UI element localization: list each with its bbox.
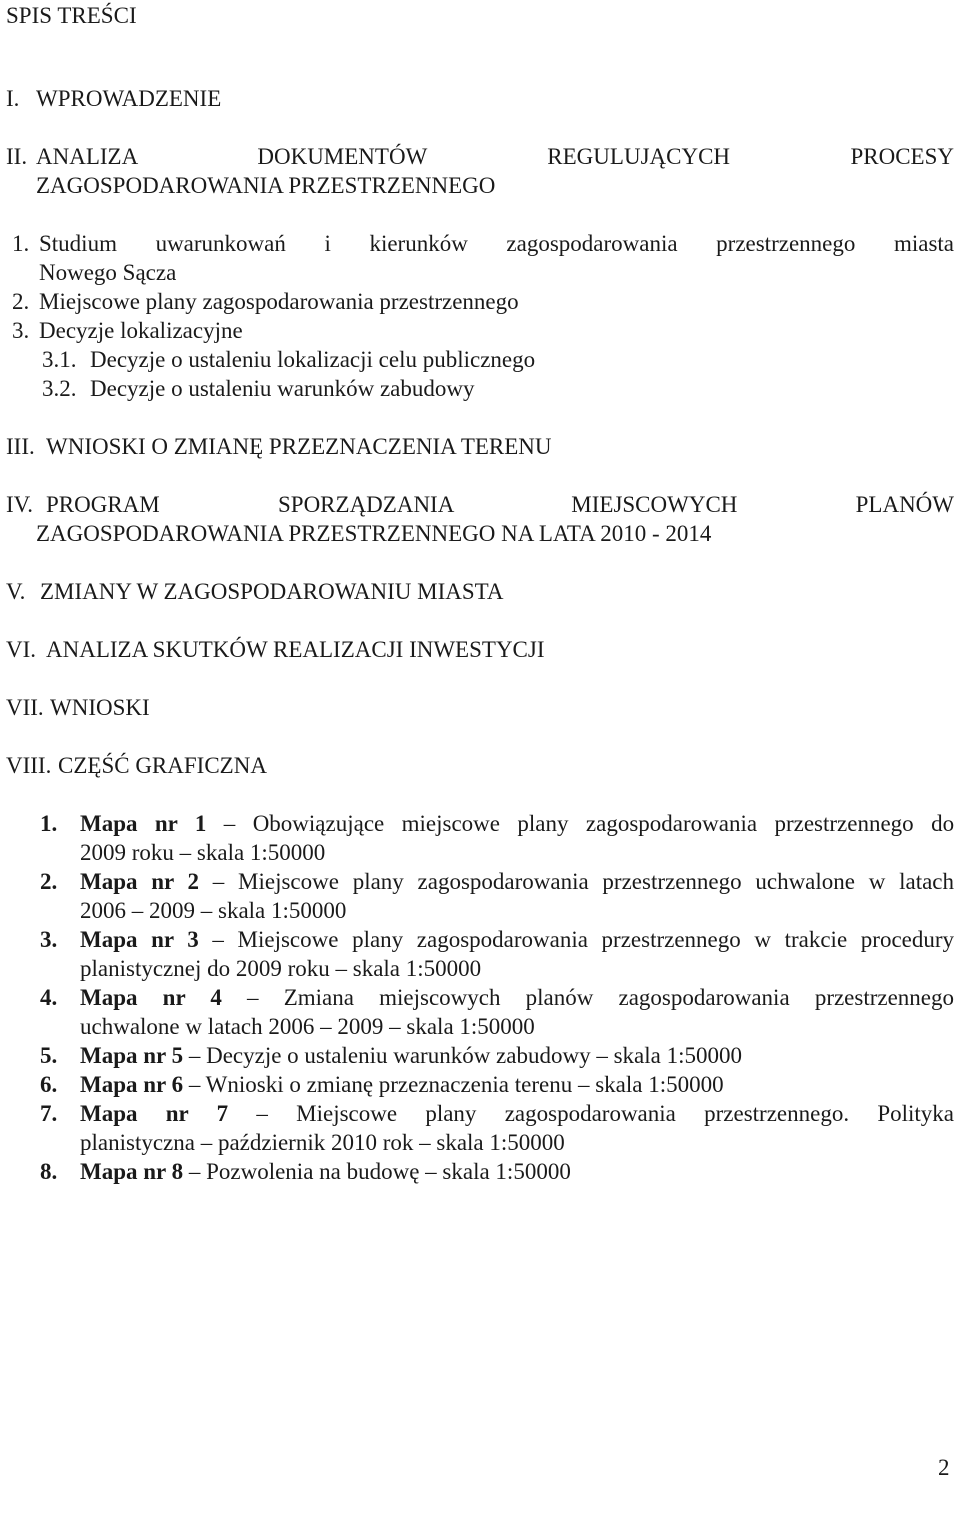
- map-item-cont: uchwalone w latach 2006 – 2009 – skala 1:50000: [80, 1014, 535, 1039]
- map-item: Mapa nr 1 – Obowiązujące miejscowe plany zagospodarowania przestrzennego do: [80, 811, 955, 836]
- section-title: ZMIANY W ZAGOSPODAROWANIU MIASTA: [40, 579, 504, 604]
- map-item-cont: planistyczna – październik 2010 rok – skala 1:50000: [80, 1130, 565, 1155]
- map-number: 8.: [40, 1159, 58, 1184]
- subsection-number: 3.2.: [42, 376, 77, 401]
- section-number: III.: [6, 434, 35, 459]
- page-number: 2: [938, 1455, 950, 1480]
- map-item: Mapa nr 7 – Miejscowe plany zagospodarowania przestrzennego. Polityka: [80, 1101, 955, 1126]
- section-title: ANALIZA SKUTKÓW REALIZACJI INWESTYCJI: [46, 637, 545, 662]
- section-title: WNIOSKI: [50, 695, 150, 720]
- subsection-number: 3.: [12, 318, 30, 343]
- map-item-cont: planistycznej do 2009 roku – skala 1:50000: [80, 956, 482, 981]
- subsection-number: 2.: [12, 289, 30, 314]
- map-number: 7.: [40, 1101, 58, 1126]
- section-number: IV.: [6, 492, 34, 517]
- map-label: Mapa nr 1: [80, 811, 207, 836]
- map-item: Mapa nr 6 – Wnioski o zmianę przeznaczenia terenu – skala 1:50000: [80, 1072, 724, 1097]
- map-label: Mapa nr 2: [80, 869, 200, 894]
- subsection-title-cont: Nowego Sącza: [39, 260, 177, 285]
- map-number: 6.: [40, 1072, 58, 1097]
- map-item: Mapa nr 3 – Miejscowe plany zagospodarowania przestrzennego w trakcie procedury: [80, 927, 955, 952]
- section-number: I.: [6, 86, 20, 111]
- section-number: VIII.: [6, 753, 52, 778]
- subsection-number: 3.1.: [42, 347, 77, 372]
- map-number: 1.: [40, 811, 58, 836]
- section-title: CZĘŚĆ GRAFICZNA: [58, 753, 267, 778]
- map-number: 5.: [40, 1043, 58, 1068]
- section-title-cont: ZAGOSPODAROWANIA PRZESTRZENNEGO: [36, 173, 496, 198]
- map-item-cont: 2009 roku – skala 1:50000: [80, 840, 326, 865]
- section-number: V.: [6, 579, 26, 604]
- map-label: Mapa nr 5: [80, 1043, 184, 1068]
- section-title: PROGRAM SPORZĄDZANIA MIEJSCOWYCH PLANÓW: [46, 492, 955, 517]
- section-number: VII.: [6, 695, 44, 720]
- section-title: ANALIZA DOKUMENTÓW REGULUJĄCYCH PROCESY: [36, 144, 954, 169]
- section-number: VI.: [6, 637, 37, 662]
- subsection-title: Miejscowe plany zagospodarowania przestrzennego: [39, 289, 519, 314]
- toc-title: SPIS TREŚCI: [6, 3, 137, 28]
- map-label: Mapa nr 7: [80, 1101, 229, 1126]
- map-item: Mapa nr 8 – Pozwolenia na budowę – skala 1:50000: [80, 1159, 571, 1184]
- subsection-title: Decyzje lokalizacyjne: [39, 318, 243, 343]
- subsection-title: Decyzje o ustaleniu lokalizacji celu publicznego: [90, 347, 536, 372]
- map-number: 2.: [40, 869, 58, 894]
- map-item: Mapa nr 2 – Miejscowe plany zagospodarowania przestrzennego uchwalone w latach: [80, 869, 954, 894]
- section-number: II.: [6, 144, 28, 169]
- map-number: 4.: [40, 985, 58, 1010]
- map-label: Mapa nr 3: [80, 927, 199, 952]
- subsection-number: 1.: [12, 231, 30, 256]
- subsection-title: Studium uwarunkowań i kierunków zagospodarowania przestrzennego miasta: [39, 231, 954, 256]
- map-label: Mapa nr 4: [80, 985, 222, 1010]
- map-label: Mapa nr 8: [80, 1159, 184, 1184]
- map-label: Mapa nr 6: [80, 1072, 184, 1097]
- section-title: WPROWADZENIE: [36, 86, 222, 111]
- section-title: WNIOSKI O ZMIANĘ PRZEZNACZENIA TERENU: [46, 434, 552, 459]
- map-item-cont: 2006 – 2009 – skala 1:50000: [80, 898, 347, 923]
- section-title-cont: ZAGOSPODAROWANIA PRZESTRZENNEGO NA LATA 2010 - 2014: [36, 521, 712, 546]
- map-item: Mapa nr 5 – Decyzje o ustaleniu warunków zabudowy – skala 1:50000: [80, 1043, 742, 1068]
- map-number: 3.: [40, 927, 58, 952]
- subsection-title: Decyzje o ustaleniu warunków zabudowy: [90, 376, 475, 401]
- map-item: Mapa nr 4 – Zmiana miejscowych planów zagospodarowania przestrzennego: [80, 985, 955, 1010]
